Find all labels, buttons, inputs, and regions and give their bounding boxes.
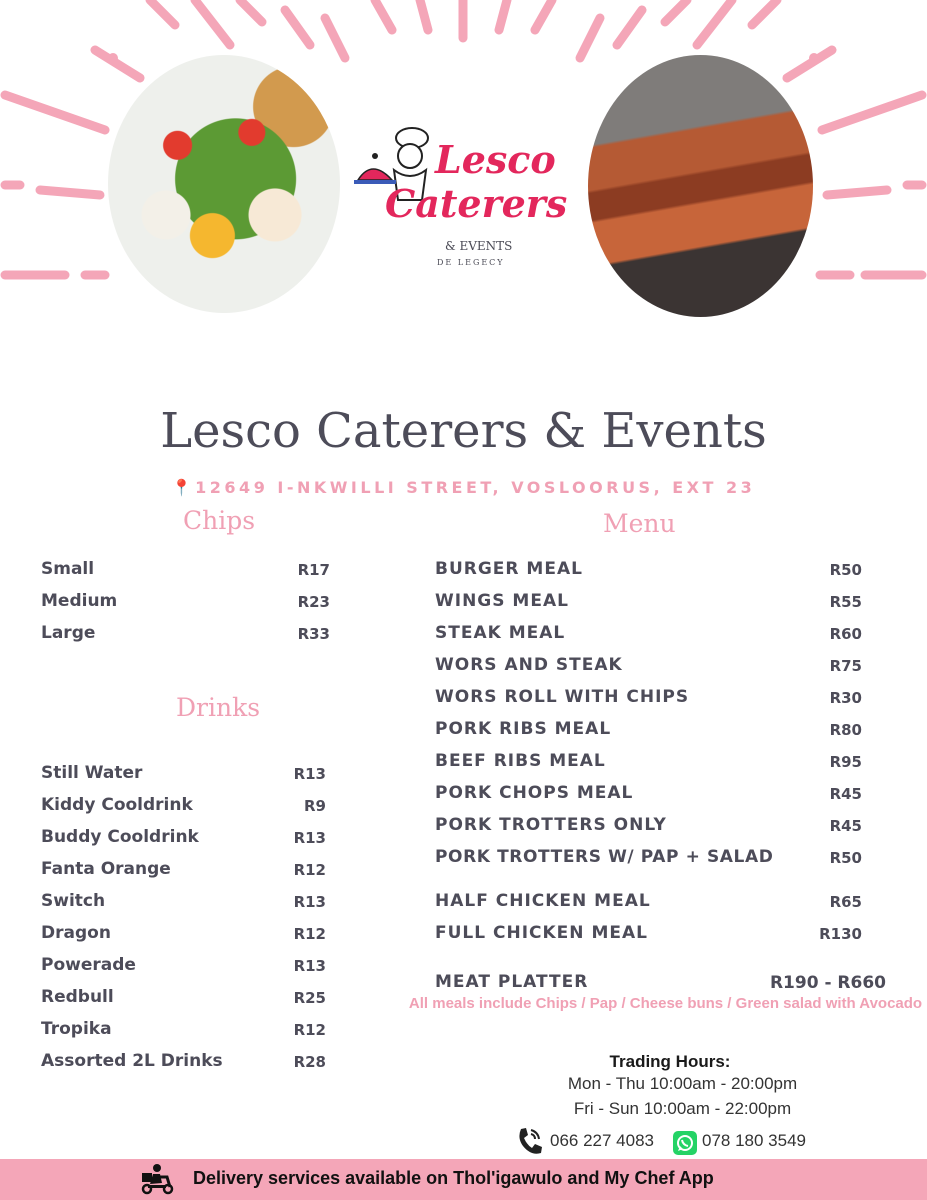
drinks-item-price: R9: [304, 797, 326, 815]
menu-item-name: PORK RIBS MEAL: [435, 719, 612, 739]
whatsapp-icon: [673, 1131, 697, 1155]
drinks-item-price: R13: [293, 957, 326, 975]
whatsapp-number[interactable]: 078 180 3549: [702, 1131, 806, 1150]
drinks-item-name: Assorted 2L Drinks: [41, 1051, 223, 1071]
menu-item-price: R190 - R660: [769, 973, 886, 993]
logo-word-caterers: Caterers: [385, 181, 568, 226]
drinks-item-price: R12: [293, 1021, 326, 1039]
trading-hours-weekend: Fri - Sun 10:00am - 22:00pm: [573, 1099, 792, 1118]
menu-item-name: PORK TROTTERS ONLY: [435, 815, 667, 835]
drinks-item-price: R28: [293, 1053, 326, 1071]
logo-tagline: DE LEGECY: [437, 258, 505, 267]
drinks-item-price: R12: [293, 925, 326, 943]
drinks-heading: Drinks: [176, 693, 261, 722]
menu-item-name: WORS ROLL WITH CHIPS: [435, 687, 690, 707]
menu-item-price: R50: [829, 849, 862, 867]
delivery-scooter-icon: [140, 1163, 174, 1195]
chips-item-price: R33: [297, 625, 330, 643]
drinks-item-name: Buddy Cooldrink: [41, 827, 199, 847]
chips-item-name: Small: [41, 559, 95, 579]
menu-item-name: BEEF RIBS MEAL: [435, 751, 606, 771]
delivery-text: Delivery services available on Thol'igawulo and My Chef App: [193, 1168, 714, 1188]
menu-item-name: PORK TROTTERS W/ PAP + SALAD: [435, 847, 774, 867]
drinks-item-name: Redbull: [41, 987, 114, 1007]
brand-logo: [345, 115, 568, 275]
chips-item-price: R17: [297, 561, 330, 579]
chips-item-name: Large: [41, 623, 96, 643]
menu-item-price: R50: [829, 561, 862, 579]
menu-item-name: PORK CHOPS MEAL: [435, 783, 634, 803]
drinks-item-name: Switch: [41, 891, 106, 911]
grilled-ribs-photo: [588, 55, 813, 317]
trading-hours-weekday: Mon - Thu 10:00am - 20:00pm: [567, 1074, 798, 1093]
menu-item-name: MEAT PLATTER: [435, 972, 589, 992]
drinks-item-name: Still Water: [41, 763, 143, 783]
chips-item-name: Medium: [41, 591, 118, 611]
menu-item-name: FULL CHICKEN MEAL: [435, 923, 648, 943]
menu-item-price: R80: [829, 721, 862, 739]
address-text: 12649 I-NKWILLI STREET, VOSLOORUS, EXT 23: [195, 478, 756, 497]
menu-item-price: R75: [829, 657, 862, 675]
menu-item-price: R60: [829, 625, 862, 643]
menu-heading: Menu: [603, 509, 676, 538]
drinks-item-name: Kiddy Cooldrink: [41, 795, 193, 815]
menu-item-price: R130: [819, 925, 862, 943]
drinks-item-name: Powerade: [41, 955, 136, 975]
salad-photo: [108, 55, 340, 313]
logo-word-events: & EVENTS: [445, 239, 513, 253]
phone-number[interactable]: 066 227 4083: [550, 1131, 654, 1150]
page-title: Lesco Caterers & Events: [160, 403, 767, 459]
drinks-item-price: R13: [293, 765, 326, 783]
meals-include-note: All meals include Chips / Pap / Cheese buns / Green salad with Avocado: [408, 995, 923, 1012]
menu-item-name: STEAK MEAL: [435, 623, 566, 643]
menu-item-price: R45: [829, 817, 862, 835]
menu-item-name: HALF CHICKEN MEAL: [435, 891, 651, 911]
menu-item-name: WORS AND STEAK: [435, 655, 623, 675]
location-pin-icon: 📍: [171, 478, 196, 497]
menu-item-price: R30: [829, 689, 862, 707]
menu-item-name: WINGS MEAL: [435, 591, 569, 611]
menu-item-price: R45: [829, 785, 862, 803]
drinks-item-price: R13: [293, 829, 326, 847]
drinks-item-price: R25: [293, 989, 326, 1007]
phone-icon: [515, 1126, 543, 1156]
drinks-item-price: R13: [293, 893, 326, 911]
trading-hours-title: Trading Hours:: [609, 1052, 731, 1071]
address: [0, 478, 927, 497]
drinks-item-name: Tropika: [41, 1019, 112, 1039]
menu-item-price: R95: [829, 753, 862, 771]
drinks-item-name: Fanta Orange: [41, 859, 171, 879]
menu-item-name: BURGER MEAL: [435, 559, 583, 579]
menu-item-price: R65: [829, 893, 862, 911]
chips-item-price: R23: [297, 593, 330, 611]
delivery-banner: [0, 1159, 927, 1200]
drinks-item-price: R12: [293, 861, 326, 879]
logo-word-lesco: Lesco: [435, 137, 556, 182]
chips-heading: Chips: [183, 506, 256, 535]
drinks-item-name: Dragon: [41, 923, 111, 943]
menu-item-price: R55: [829, 593, 862, 611]
